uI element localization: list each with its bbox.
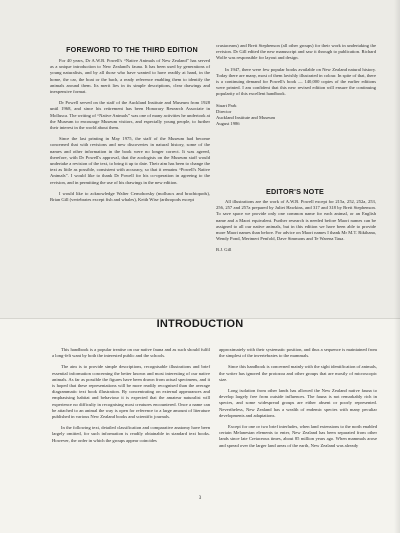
introduction-right-column xyxy=(219,347,377,454)
foreword-paragraph: crustaceans) and Brett Stephenson (all other groups) for their work in undertaking the revision. Dr Gill edited the new manuscript and saw it through to publication. Richard Wolfe was responsible for layout and design. xyxy=(216,43,376,61)
page-number: 3 xyxy=(198,496,202,501)
foreword-signature xyxy=(216,103,376,128)
foreword-left-column xyxy=(50,58,210,208)
foreword-right-column xyxy=(216,43,376,127)
foreword-paragraph: For 40 years, Dr A.W.B. Powell's “Native Animals of New Zealand” has served as a unique introduction to New Zealand's fauna. It has been used by generations of young naturalists, and by all those who have wanted to have readily at hand, in the home, the car, the boat or the bach, a ready reference enabling them to identify the animals around them. Its merit lies in its simple descriptions, clear drawings and inexpensive format. xyxy=(50,58,210,95)
editors-note-title: EDITOR'S NOTE xyxy=(265,187,325,196)
editors-note-column xyxy=(216,199,376,259)
introduction-paragraph: Long isolation from other lands has allowed the New Zealand native fauna to develop largely free from outside influences. The fauna is not remarkably rich in species, and some widespread groups are either absent or poorly represented. Nevertheless, New Zealand has a wealth of endemic species with many peculiar developments and adaptations. xyxy=(219,388,377,418)
introduction-left-column xyxy=(52,347,210,449)
introduction-paragraph: approximately with their systematic position, and thus a sequence is maintained from the simplest of the invertebrates to the mammals. xyxy=(219,347,377,359)
signature-date: August 1986 xyxy=(216,121,240,127)
editors-note-paragraph: All illustrations are the work of A.W.B. Powell except for 215a, 252, 252a, 253, 256, 257 and 257a prepared by Juliet Hawkins, and 317 and 318 by Brett Stephenson. To save space we provide only one common name for each animal, or an English name and a Maori equivalent. Further research is needed before Maori names can be assigned to all our native animals, but in this edition we have been able to provide more Maori names than before. For advice on Maori names I thank Mr M.T. Rikihana, Wendy Pond, Merimeri Penfold, Dave Simmons and Te Warena Taua. xyxy=(216,199,376,242)
foreword-paragraph: Dr Powell served on the staff of the Auckland Institute and Museum from 1928 until 1968, and since his retirement has been Honorary Research Associate in Mollusca. The writing of “Native Animals” was one of many activities he undertook at the Museum to encourage Museum visitors, and especially young people, to further their interest in the world about them. xyxy=(50,100,210,131)
signature-institution: Auckland Institute and Museum xyxy=(216,115,276,121)
signature-name: Stuart Park xyxy=(216,102,237,108)
foreword-paragraph: I would like to acknowledge Walter Cernohorsky (molluscs and brachiopods), Brian Gill (vertebrates except fish and whales), Keith Wise (arthropods except xyxy=(50,190,210,203)
introduction-paragraph: Except for one or two brief interludes, when land extensions to the north enabled certain Melanesian elements to enter, New Zealand has been separated from other lands since late Cretaceous times, about 85 million years ago. When mammals arose and spread over the larger land areas of the earth, New Zealand was already xyxy=(219,424,377,448)
introduction-title: INTRODUCTION xyxy=(156,318,244,330)
page-edge-shadow xyxy=(394,0,400,533)
foreword-paragraph: Since the last printing in May 1975, the staff of the Museum had become concerned that with revisions and new discoveries in natural history, some of the names and other information in the book were no longer correct. It was agreed, therefore, with Dr Powell's approval, that the zoologists on the Museum staff would undertake a revision of the text, to bring it up to date. Their aim has been to change the text as little as possible, consistent with accuracy, so that it remains “Powell's Native Animals”. I would like to thank Dr Powell for his co-operation in agreeing to the revision, and in permitting the use of his drawings in the new edition. xyxy=(50,136,210,185)
foreword-title: FOREWORD TO THE THIRD EDITION xyxy=(66,45,198,54)
editors-note-signature: B.J. Gill xyxy=(216,247,232,253)
introduction-paragraph: This handbook is a popular treatise on our native fauna and as such should fulfil a long-felt want by both the interested public and the schools. xyxy=(52,347,210,359)
introduction-paragraph: Since this handbook is concerned mainly with the sight identification of animals, the writer has ignored the protozoa and other groups that are mostly of microscopic size. xyxy=(219,364,377,382)
introduction-paragraph: In the following text, detailed classification and comparative anatomy have been largely omitted, for such information is readily obtainable in standard text books. However, the order in which the groups appear coincides xyxy=(52,425,210,443)
signature-role: Director xyxy=(216,108,232,114)
introduction-paragraph: The aim is to provide simple descriptions, recognisable illustrations and brief essential information concerning the better known and most interesting of our native animals. As far as possible the figures have been drawn from actual specimens, and it is hoped that these representations will be more readily recognised than the average diagrammatic text book illustration. By concentrating on external appearances and emphasising habitat and behaviour it is expected that the amateur naturalist will experience no difficulty in recognising most creatures encountered. Once a name can be attached to an animal the way is open for reference to a large amount of literature published in various New Zealand books and scientific journals. xyxy=(52,364,210,420)
foreword-paragraph: In 1947, there were few popular books available on New Zealand natural history. Today there are many, most of them lavishly illustrated in colour. In spite of that, there is a continuing demand for Powell's book — 140,000 copies of the earlier editions were printed. I am confident that this new revised edition will ensure the continuing popularity of this excellent handbook. xyxy=(216,66,376,97)
